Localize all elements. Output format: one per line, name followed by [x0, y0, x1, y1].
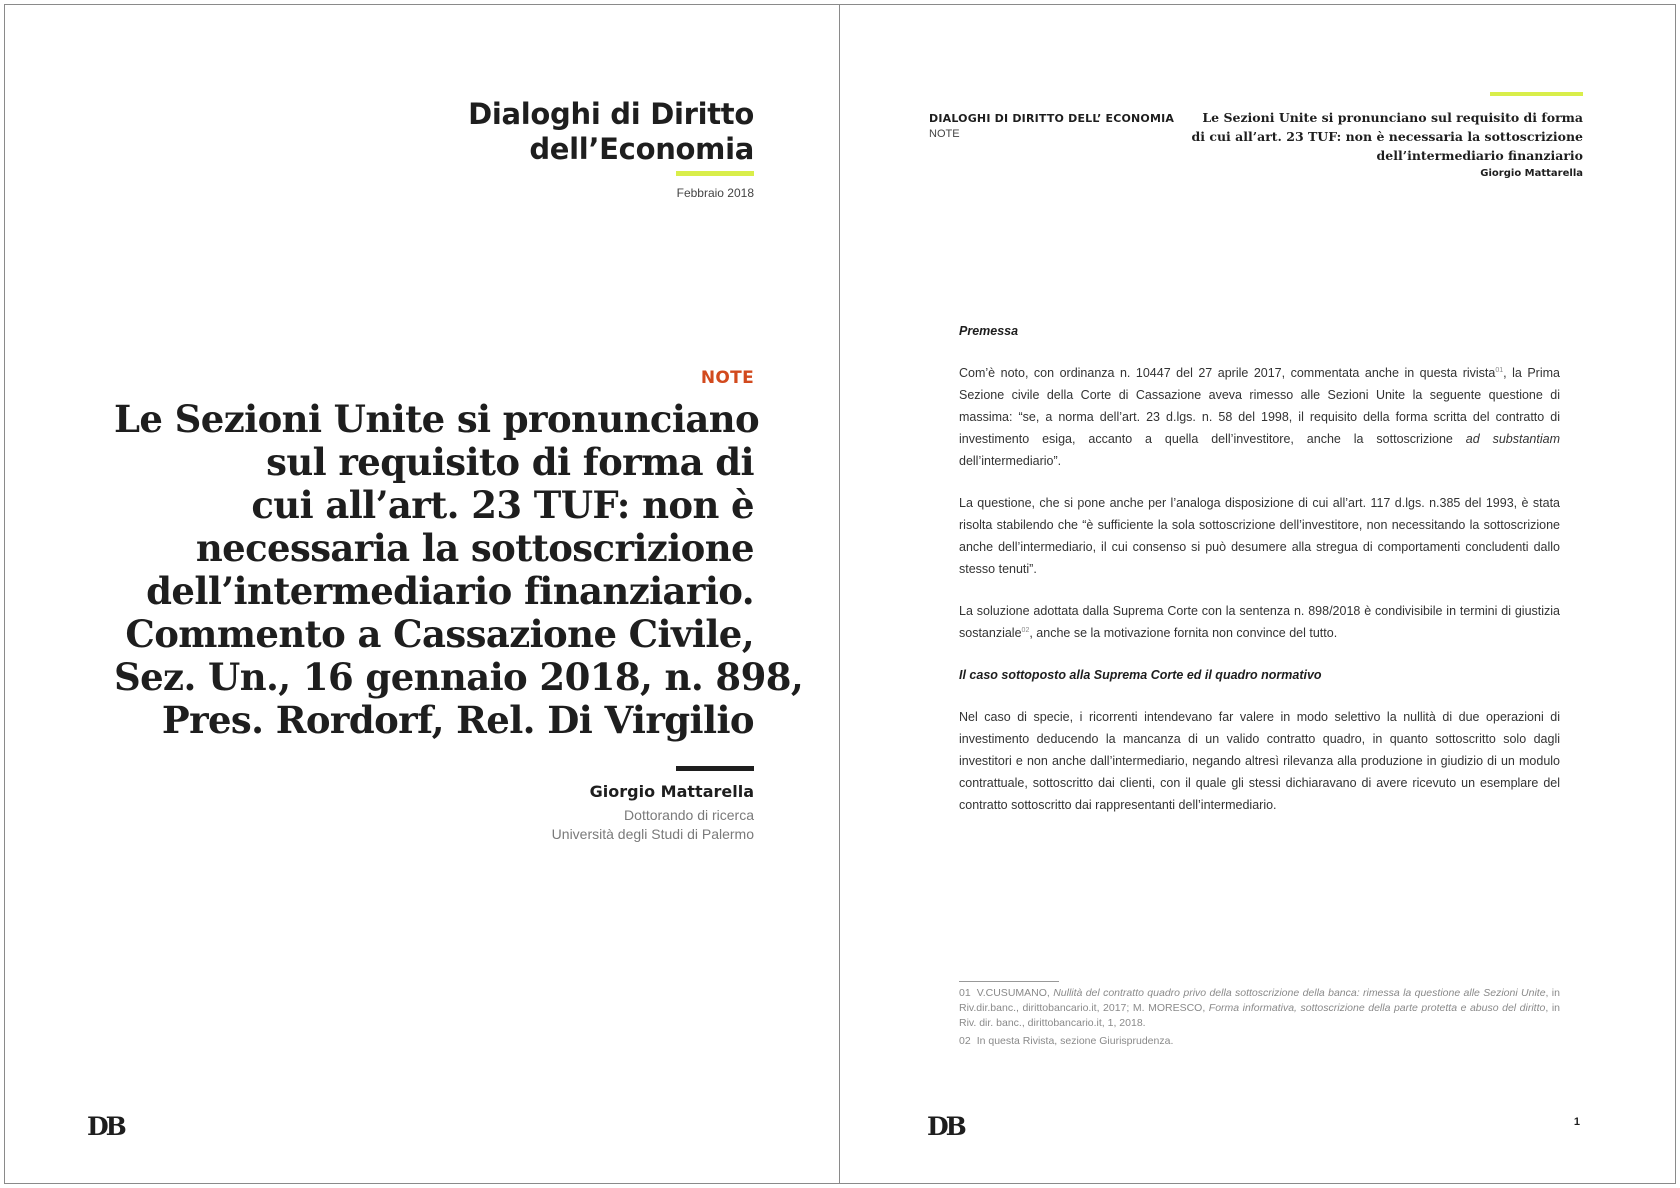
paragraph-1: [959, 362, 1560, 472]
journal-title-line1: Dialoghi di Diritto: [468, 97, 754, 131]
running-head-author: Giorgio Mattarella: [1480, 168, 1583, 179]
left-page: [5, 4, 839, 1184]
section-label: NOTE: [700, 368, 754, 388]
paragraph-3-text: , anche se la motivazione fornita non convince del tutto.: [1029, 626, 1338, 640]
running-head-title-line: dell’intermediario finanziario: [1376, 148, 1583, 163]
author-affiliation: Università degli Studi di Palermo: [551, 826, 754, 842]
footnote-text: , in Riv. dir. banc., dirittobancario.it, 1, 2018.: [959, 1002, 1560, 1029]
footnote-text: , in Riv.dir.banc., dirittobancario.it, 2017; M. MORESCO,: [959, 987, 1560, 1014]
footnotes: [959, 986, 1560, 1052]
page-number: 1: [1573, 1116, 1580, 1128]
title-line: cui all’art. 23 TUF: non è: [251, 483, 754, 527]
title-line: necessaria la sottoscrizione: [195, 526, 754, 570]
title-line: dell’intermediario finanziario.: [146, 569, 754, 613]
title-line: Sez. Un., 16 gennaio 2018, n. 898,: [114, 655, 804, 699]
title-line: Pres. Rordorf, Rel. Di Virgilio: [161, 698, 754, 742]
paragraph-1-text: Com’è noto, con ordinanza n. 10447 del 27 aprile 2017, commentata anche in questa rivista: [959, 366, 1496, 380]
paragraph-3: [959, 600, 1560, 644]
footnote-ref-01[interactable]: 01: [1495, 366, 1504, 374]
footnote-ref-02[interactable]: 02: [1021, 626, 1030, 634]
footnote-rule: [959, 981, 1059, 982]
title-line: Le Sezioni Unite si pronunciano: [114, 397, 760, 441]
author-divider: [676, 766, 754, 771]
footnote-01: [959, 986, 1560, 1031]
footnote-text: In questa Rivista, sezione Giurisprudenza.: [976, 1035, 1174, 1047]
paragraph-1-italic: ad substantiam: [1465, 432, 1560, 446]
heading-premessa: Premessa: [959, 324, 1019, 338]
running-head-accent-bar: [1490, 92, 1583, 96]
article-title: [114, 397, 804, 742]
paragraph-1-text: , la Prima Sezione civile della Corte di Cassazione aveva rimesso alle Sezioni Unite la seguente questione di massima: “se, a norma dell’art. 23 d.lgs. n. 58 del 1998, il requisito della forma scritta del contratto di investimento esiga, accanto a quella dell’investitore, anche la sottoscrizione: [959, 366, 1560, 446]
issue-date: Febbraio 2018: [676, 186, 754, 200]
footnote-italic: Forma informativa, sottoscrizione della parte protetta e abuso del diritto: [1208, 1002, 1546, 1014]
article-body: [959, 320, 1560, 816]
accent-bar: [676, 171, 754, 176]
running-head-journal: DIALOGHI DI DIRITTO DELL’ ECONOMIA: [929, 112, 1175, 125]
title-line: sul requisito di forma di: [266, 440, 754, 484]
footnote-number: 01: [959, 987, 971, 999]
author-name: Giorgio Mattarella: [589, 782, 754, 801]
footnote-number: 02: [959, 1035, 971, 1047]
right-page: [840, 4, 1675, 1184]
footnote-text: V.CUSUMANO,: [976, 987, 1050, 999]
running-head-title-line: Le Sezioni Unite si pronunciano sul requisito di forma: [1202, 110, 1583, 125]
paragraph-3-text: La soluzione adottata dalla Suprema Corte con la sentenza n. 898/2018 è condivisibile in termini di giustizia sostanziale: [959, 604, 1560, 640]
paragraph-4: Nel caso di specie, i ricorrenti intendevano far valere in modo selettivo la nullità di due operazioni di investimento deducendo la mancanza di un valido contratto quadro, in quanto sottoscritto solo dagli investitori e non anche dall’intermediario, negando altresì rilevanza alla produzione in giudizio di un modulo contrattuale, sottoscritto dai clienti, con il quale gli stessi dichiaravano di avere ricevuto un esemplare del contratto sottoscritto dai rappresentanti dell’intermediario.: [959, 710, 1560, 812]
journal-title: [468, 97, 754, 167]
running-head-title-line: di cui all’art. 23 TUF: non è necessaria la sottoscrizione: [1191, 129, 1583, 144]
db-logo: DB: [87, 1112, 124, 1141]
heading-caso: Il caso sottoposto alla Suprema Corte ed il quadro normativo: [959, 668, 1322, 682]
running-head-title: [1192, 108, 1584, 165]
db-logo: DB: [927, 1112, 964, 1141]
paragraph-1-text: dell’intermediario”.: [959, 454, 1062, 468]
title-line: Commento a Cassazione Civile,: [125, 612, 754, 656]
running-head-section: NOTE: [929, 128, 960, 140]
journal-title-line2: dell’Economia: [529, 132, 754, 166]
author-role: Dottorando di ricerca: [624, 807, 754, 823]
footnote-02: [959, 1034, 1560, 1049]
paragraph-2: La questione, che si pone anche per l’analoga disposizione di cui all’art. 117 d.lgs. n.385 del 1993, è stata risolta stabilendo che “è sufficiente la sola sottoscrizione dell’investitore, non necessitando la sottoscrizione anche dell’intermediario, il cui consenso si può desumere alla stregua di comportamenti concludenti dallo stesso tenuti”.: [959, 496, 1560, 576]
footnote-italic: Nullità del contratto quadro privo della sottoscrizione della banca: rimessa la questione alle Sezioni Unite: [1053, 987, 1546, 999]
